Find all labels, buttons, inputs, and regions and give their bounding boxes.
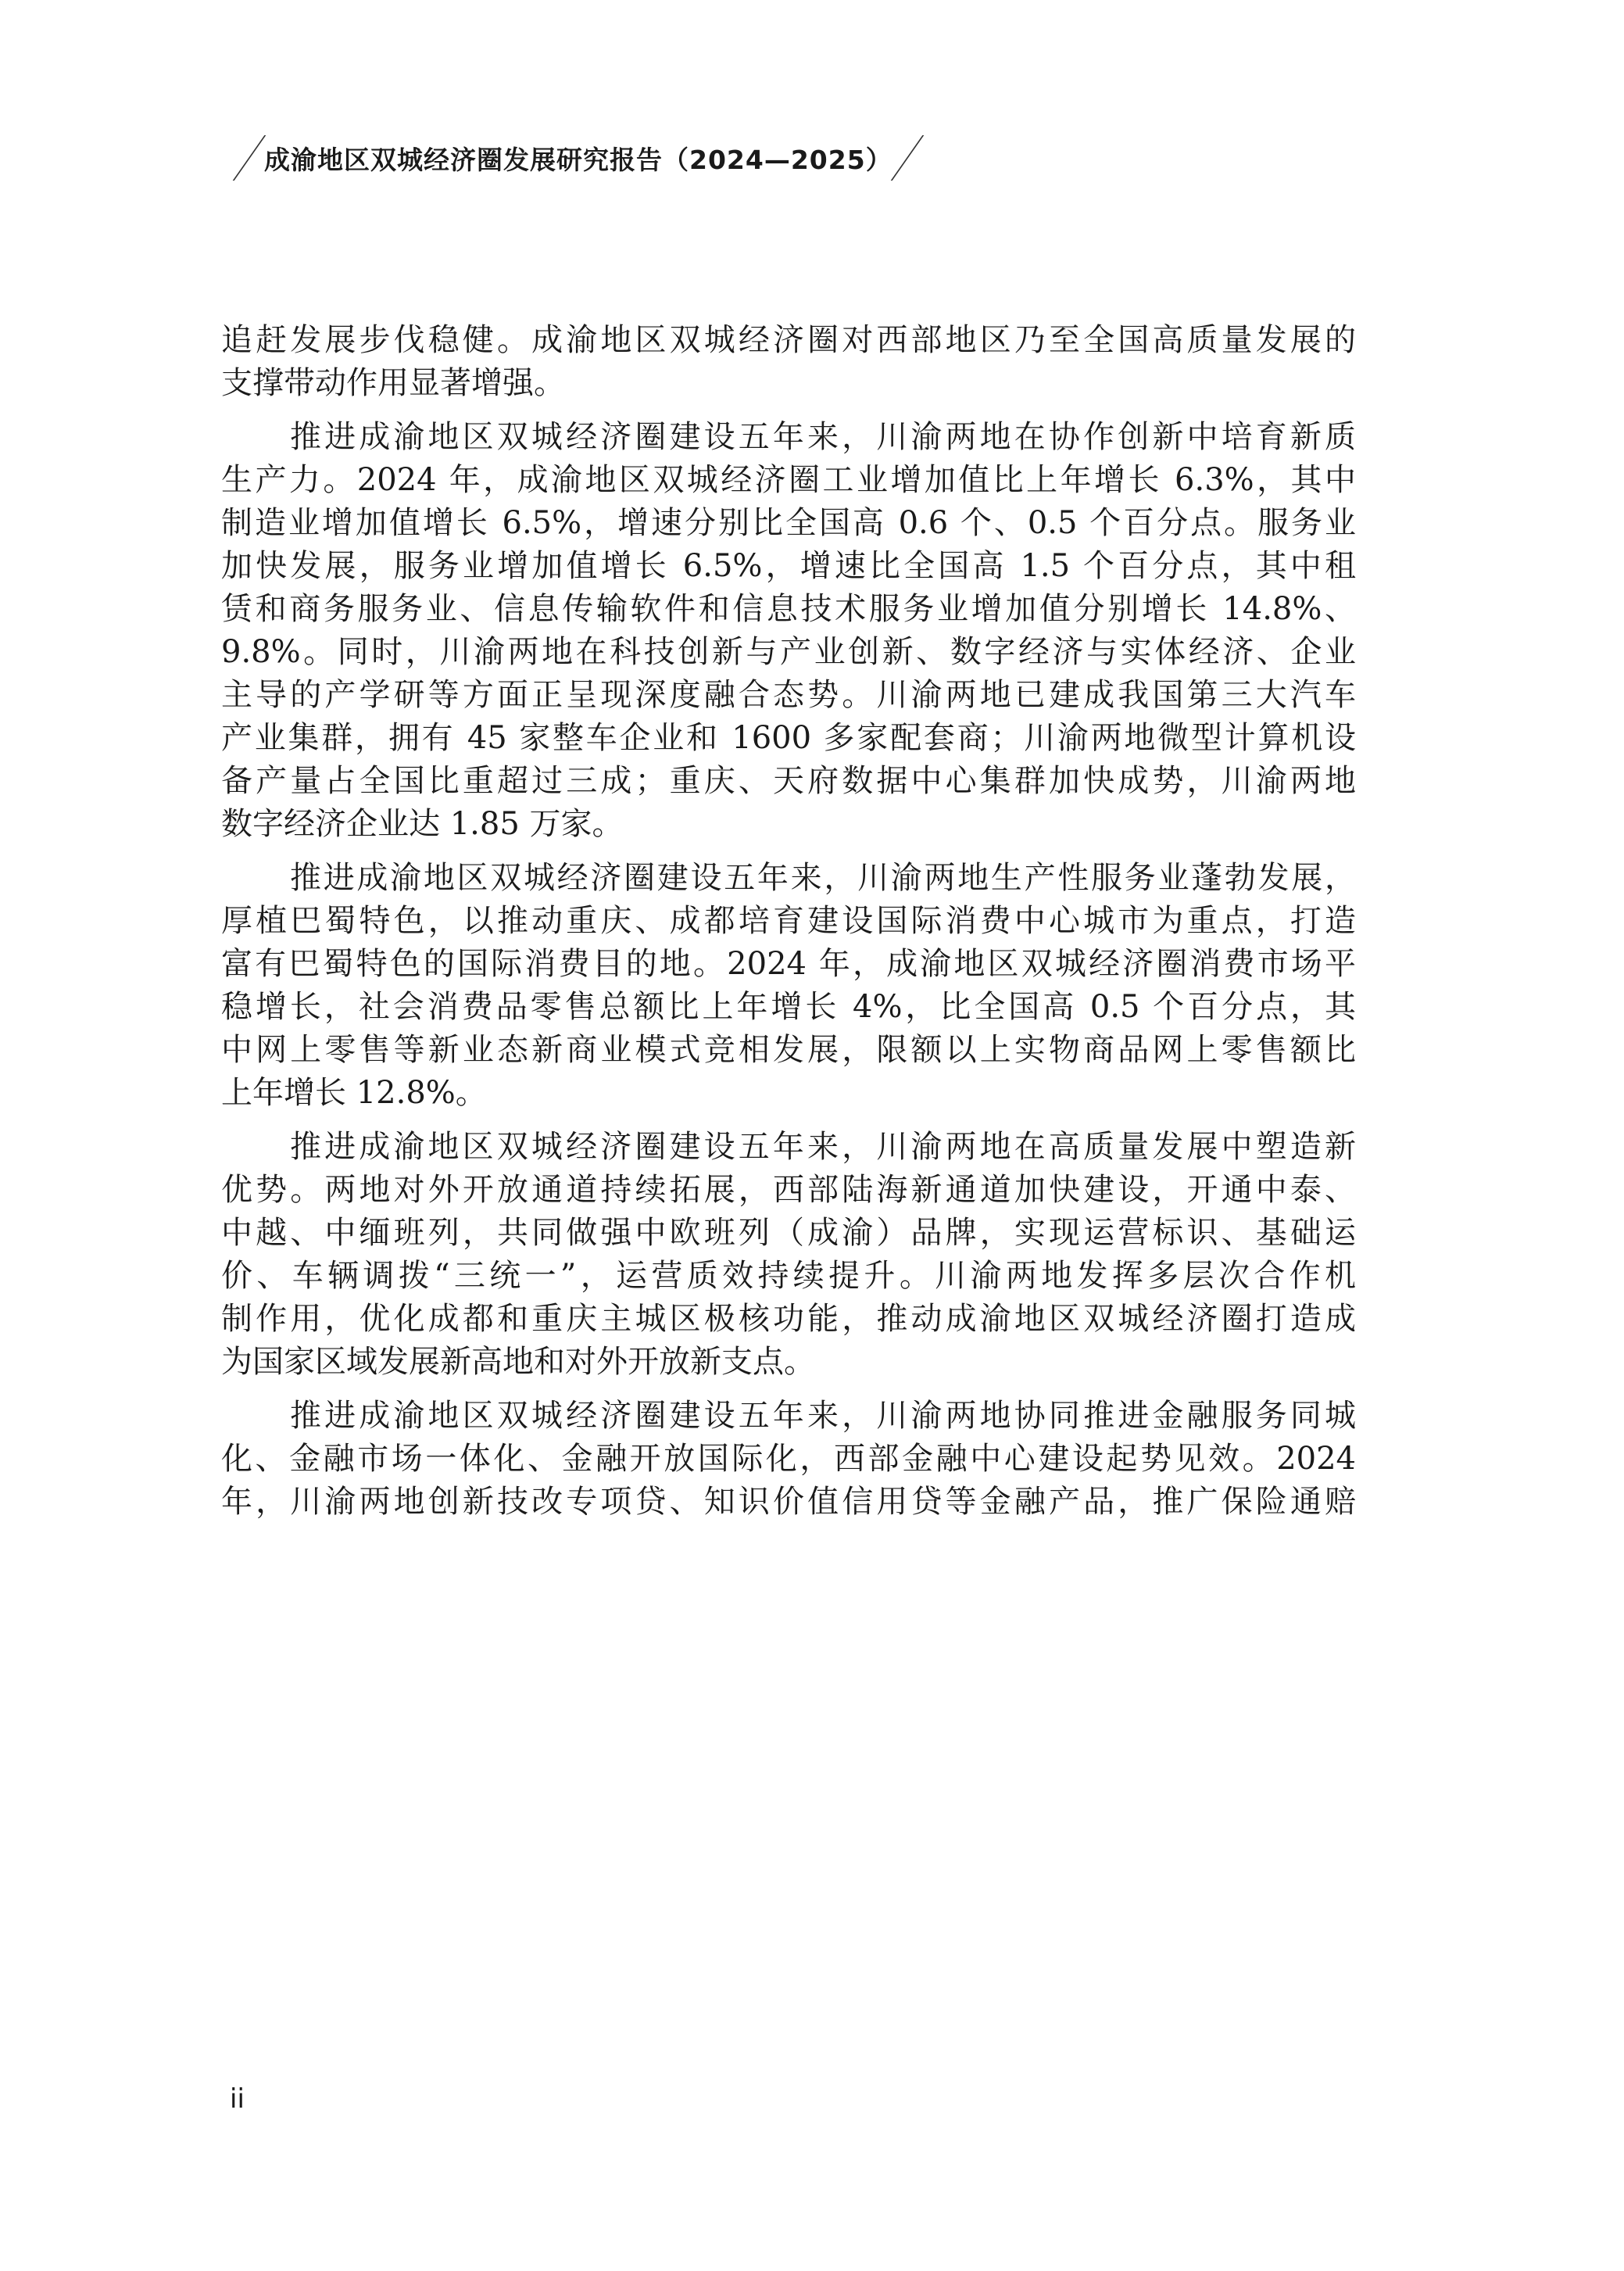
text-line: 赁和商务服务业、信息传输软件和信息技术服务业增加值分别增长 14.8%、 (221, 591, 1356, 627)
text-line: 推进成渝地区双城经济圈建设五年来，川渝两地在高质量发展中塑造新 (290, 1129, 1356, 1165)
paragraph (221, 857, 1356, 1115)
text-line: 中越、中缅班列，共同做强中欧班列（成渝）品牌，实现运营标识、基础运 (221, 1215, 1356, 1251)
text-line: 推进成渝地区双城经济圈建设五年来，川渝两地生产性服务业蓬勃发展， (290, 860, 1356, 896)
text-line: 备产量占全国比重超过三成；重庆、天府数据中心集群加快成势，川渝两地 (221, 763, 1356, 799)
body-text (221, 319, 1356, 1524)
text-line: 推进成渝地区双城经济圈建设五年来，川渝两地协同推进金融服务同城 (290, 1398, 1356, 1434)
text-line: 数字经济企业达 1.85 万家。 (221, 806, 624, 842)
text-line: 支撑带动作用显著增强。 (221, 365, 565, 401)
paragraph (221, 1126, 1356, 1384)
text-line: 中网上零售等新业态新商业模式竞相发展，限额以上实物商品网上零售额比 (221, 1032, 1356, 1068)
text-line: 厚植巴蜀特色，以推动重庆、成都培育建设国际消费中心城市为重点，打造 (221, 903, 1356, 939)
paragraph (221, 416, 1356, 846)
text-line: 加快发展，服务业增加值增长 6.5%，增速比全国高 1.5 个百分点，其中租 (221, 548, 1356, 584)
text-line: 制作用，优化成都和重庆主城区极核功能，推动成渝地区双城经济圈打造成 (221, 1301, 1356, 1337)
text-line: 产业集群，拥有 45 家整车企业和 1600 多家配套商；川渝两地微型计算机设 (221, 720, 1356, 756)
text-line: 追赶发展步伐稳健。成渝地区双城经济圈对西部地区乃至全国高质量发展的 (221, 322, 1356, 358)
page-number: ii (230, 2083, 245, 2115)
text-line: 9.8%。同时，川渝两地在科技创新与产业创新、数字经济与实体经济、企业 (221, 634, 1356, 670)
paragraph (221, 319, 1356, 405)
paragraph (221, 1395, 1356, 1524)
text-line: 主导的产学研等方面正呈现深度融合态势。川渝两地已建成我国第三大汽车 (221, 677, 1356, 713)
running-head (234, 134, 922, 181)
text-line: 稳增长，社会消费品零售总额比上年增长 4%，比全国高 0.5 个百分点，其 (221, 989, 1356, 1025)
running-title: 成渝地区双城经济圈发展研究报告（2024—2025） (264, 144, 892, 175)
text-line: 推进成渝地区双城经济圈建设五年来，川渝两地在协作创新中培育新质 (290, 419, 1356, 455)
text-line: 价、车辆调拨“三统一”，运营质效持续提升。川渝两地发挥多层次合作机 (221, 1258, 1356, 1294)
text-line: 优势。两地对外开放通道持续拓展，西部陆海新通道加快建设，开通中泰、 (221, 1172, 1356, 1208)
text-line: 为国家区域发展新高地和对外开放新支点。 (221, 1344, 815, 1380)
slash-left-decoration (233, 135, 266, 181)
text-line: 富有巴蜀特色的国际消费目的地。2024 年，成渝地区双城经济圈消费市场平 (221, 946, 1356, 982)
text-line: 生产力。2024 年，成渝地区双城经济圈工业增加值比上年增长 6.3%，其中 (221, 462, 1356, 498)
text-line: 年，川渝两地创新技改专项贷、知识价值信用贷等金融产品，推广保险通赔 (221, 1484, 1356, 1520)
text-line: 化、金融市场一体化、金融开放国际化，西部金融中心建设起势见效。2024 (221, 1441, 1356, 1477)
text-line: 上年增长 12.8%。 (221, 1075, 487, 1111)
text-line: 制造业增加值增长 6.5%，增速分别比全国高 0.6 个、0.5 个百分点。服务业 (221, 505, 1356, 541)
slash-right-decoration (890, 135, 924, 181)
